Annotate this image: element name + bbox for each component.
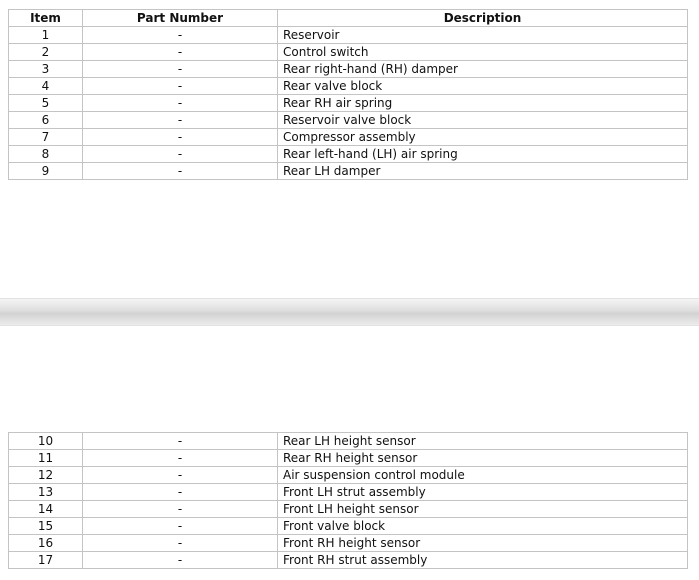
cell-part-number: - xyxy=(83,535,278,552)
cell-description: Rear right-hand (RH) damper xyxy=(278,61,688,78)
cell-part-number: - xyxy=(83,61,278,78)
header-description: Description xyxy=(278,10,688,27)
header-item: Item xyxy=(9,10,83,27)
cell-description: Rear LH height sensor xyxy=(278,433,688,450)
table-row xyxy=(9,61,688,78)
cell-description: Front RH height sensor xyxy=(278,535,688,552)
table-row xyxy=(9,112,688,129)
parts-table-bottom xyxy=(8,432,688,569)
cell-item: 17 xyxy=(9,552,83,569)
cell-part-number: - xyxy=(83,95,278,112)
table-row xyxy=(9,433,688,450)
cell-item: 15 xyxy=(9,518,83,535)
cell-description: Front valve block xyxy=(278,518,688,535)
table-row xyxy=(9,78,688,95)
cell-item: 14 xyxy=(9,501,83,518)
cell-part-number: - xyxy=(83,552,278,569)
cell-description: Rear left-hand (LH) air spring xyxy=(278,146,688,163)
table-row xyxy=(9,501,688,518)
table-row xyxy=(9,535,688,552)
cell-item: 6 xyxy=(9,112,83,129)
cell-part-number: - xyxy=(83,163,278,180)
cell-description: Rear RH height sensor xyxy=(278,450,688,467)
cell-description: Reservoir xyxy=(278,27,688,44)
table-row xyxy=(9,146,688,163)
table-row xyxy=(9,467,688,484)
cell-item: 3 xyxy=(9,61,83,78)
cell-part-number: - xyxy=(83,27,278,44)
cell-part-number: - xyxy=(83,518,278,535)
table-row xyxy=(9,129,688,146)
cell-description: Front LH strut assembly xyxy=(278,484,688,501)
table-row xyxy=(9,450,688,467)
cell-item: 16 xyxy=(9,535,83,552)
cell-item: 11 xyxy=(9,450,83,467)
cell-item: 4 xyxy=(9,78,83,95)
table-row xyxy=(9,95,688,112)
cell-description: Front LH height sensor xyxy=(278,501,688,518)
cell-item: 9 xyxy=(9,163,83,180)
cell-item: 13 xyxy=(9,484,83,501)
cell-description: Rear valve block xyxy=(278,78,688,95)
cell-item: 12 xyxy=(9,467,83,484)
table-row xyxy=(9,518,688,535)
cell-description: Rear LH damper xyxy=(278,163,688,180)
cell-description: Reservoir valve block xyxy=(278,112,688,129)
cell-description: Front RH strut assembly xyxy=(278,552,688,569)
cell-part-number: - xyxy=(83,433,278,450)
cell-description: Rear RH air spring xyxy=(278,95,688,112)
cell-part-number: - xyxy=(83,112,278,129)
cell-description: Air suspension control module xyxy=(278,467,688,484)
page-break-divider xyxy=(0,298,699,326)
cell-item: 1 xyxy=(9,27,83,44)
header-part-number: Part Number xyxy=(83,10,278,27)
table-row xyxy=(9,484,688,501)
table-row xyxy=(9,163,688,180)
cell-item: 2 xyxy=(9,44,83,61)
cell-part-number: - xyxy=(83,146,278,163)
cell-part-number: - xyxy=(83,467,278,484)
cell-part-number: - xyxy=(83,44,278,61)
table-header-row xyxy=(9,10,688,27)
cell-part-number: - xyxy=(83,78,278,95)
cell-part-number: - xyxy=(83,501,278,518)
table-body-top xyxy=(9,27,688,180)
cell-item: 5 xyxy=(9,95,83,112)
table-row xyxy=(9,552,688,569)
table-row xyxy=(9,44,688,61)
cell-part-number: - xyxy=(83,450,278,467)
table-row xyxy=(9,27,688,44)
cell-description: Compressor assembly xyxy=(278,129,688,146)
cell-part-number: - xyxy=(83,129,278,146)
cell-item: 8 xyxy=(9,146,83,163)
parts-table-top xyxy=(8,9,688,180)
table-body-bottom xyxy=(9,433,688,569)
cell-item: 10 xyxy=(9,433,83,450)
cell-item: 7 xyxy=(9,129,83,146)
cell-part-number: - xyxy=(83,484,278,501)
cell-description: Control switch xyxy=(278,44,688,61)
